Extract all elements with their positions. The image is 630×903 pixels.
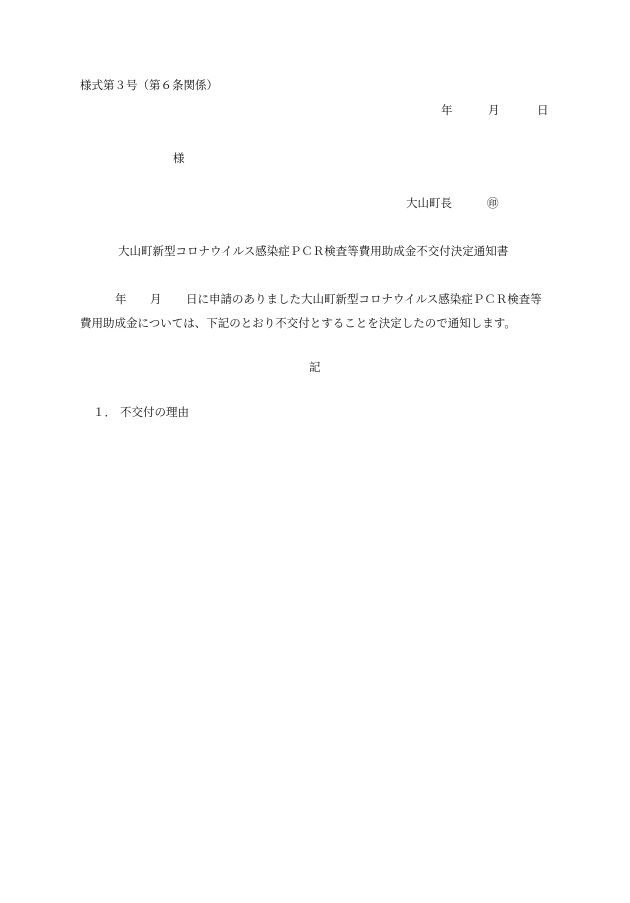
seal-mark: ㊞ — [487, 196, 499, 210]
addressee-suffix: 様 — [173, 151, 185, 165]
document-title: 大山町新型コロナウイルス感染症ＰＣＲ検査等費用助成金不交付決定通知書 — [118, 244, 509, 258]
list-item — [93, 405, 193, 419]
ki-heading: 記 — [309, 360, 321, 374]
body-month-label: 月 — [150, 292, 162, 306]
date-month-label: 月 — [488, 103, 500, 117]
body-line-1 — [0, 292, 630, 306]
item-label: 不交付の理由 — [120, 405, 189, 419]
form-number: 様式第３号（第６条関係） — [80, 78, 218, 92]
body-year-label: 年 — [115, 292, 127, 306]
body-line-1-text: 日に申請のありました大山町新型コロナウイルス感染症ＰＣＲ検査等 — [186, 292, 542, 306]
issuer-name: 大山町長 — [406, 196, 452, 210]
item-number: １． — [93, 405, 116, 419]
date-line — [441, 103, 551, 117]
date-day-label: 日 — [537, 103, 549, 117]
issuer-line — [406, 196, 516, 210]
date-year-label: 年 — [441, 103, 453, 117]
body-line-2: 費用助成金については、下記のとおり不交付とすることを決定したので通知します。 — [80, 316, 516, 330]
